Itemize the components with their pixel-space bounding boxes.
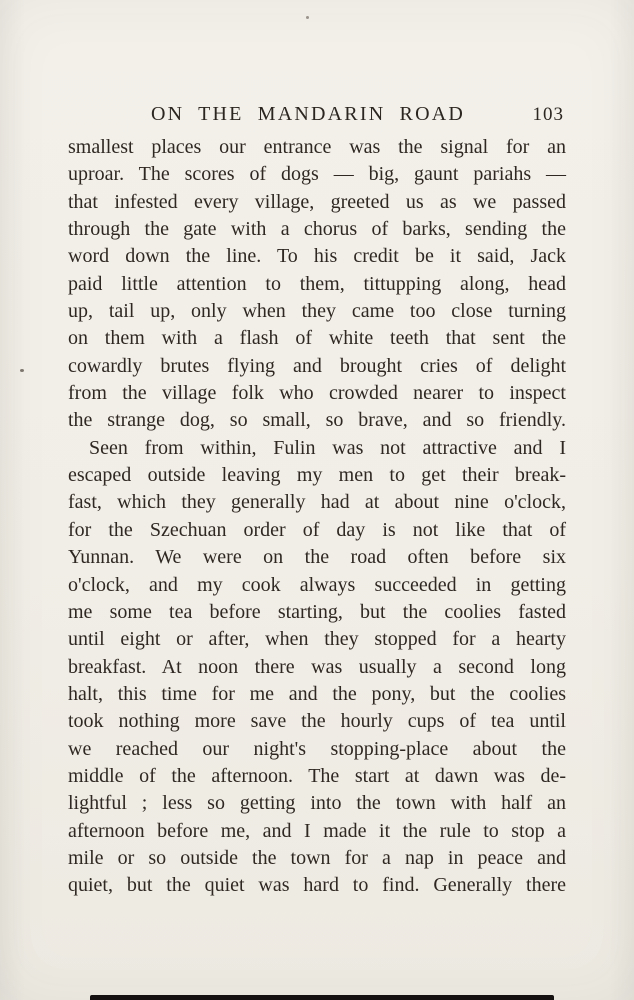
text-line: Seen from within, Fulin was not attractive and I bbox=[89, 436, 566, 459]
text-line: on them with a flash of white teeth that sent the bbox=[68, 327, 566, 350]
text-line: middle of the afternoon. The start at dawn was de- bbox=[68, 764, 566, 787]
scan-edge-artifact bbox=[90, 995, 554, 1000]
text-line: the strange dog, so small, so brave, and so friendly. bbox=[68, 409, 566, 432]
chapter-title: ON THE MANDARIN ROAD bbox=[150, 103, 466, 125]
text-line: cowardly brutes flying and brought cries of delight bbox=[68, 354, 566, 377]
scan-speck-icon bbox=[20, 369, 24, 372]
text-line: afternoon before me, and I made it the rule to stop a bbox=[68, 819, 566, 842]
text-line: word down the line. To his credit be it said, Jack bbox=[68, 245, 566, 268]
page-number: 103 bbox=[532, 104, 564, 125]
text-line: from the village folk who crowded nearer to inspect bbox=[68, 382, 566, 405]
text-line: lightful ; less so getting into the town with half an bbox=[68, 792, 566, 815]
text-line: me some tea before starting, but the coolies fasted bbox=[68, 600, 566, 623]
text-line: up, tail up, only when they came too close turning bbox=[68, 300, 566, 323]
running-header bbox=[68, 101, 566, 131]
text-line: halt, this time for me and the pony, but the coolies bbox=[68, 682, 566, 705]
text-line: took nothing more save the hourly cups of tea until bbox=[68, 710, 566, 733]
text-line: that infested every village, greeted us as we passed bbox=[68, 190, 566, 213]
text-line: fast, which they generally had at about nine o'clock, bbox=[68, 491, 566, 514]
text-line: escaped outside leaving my men to get their break- bbox=[68, 464, 566, 487]
text-line: through the gate with a chorus of barks, sending the bbox=[68, 218, 566, 241]
text-line: smallest places our entrance was the signal for an bbox=[68, 136, 566, 158]
scan-speck-icon bbox=[306, 16, 309, 19]
text-line: for the Szechuan order of day is not like that of bbox=[68, 518, 566, 541]
text-line: uproar. The scores of dogs — big, gaunt pariahs — bbox=[68, 163, 566, 186]
text-line: breakfast. At noon there was usually a second long bbox=[68, 655, 566, 678]
page-text bbox=[68, 134, 566, 900]
text-line: quiet, but the quiet was hard to find. Generally there bbox=[68, 874, 566, 897]
text-line: Yunnan. We were on the road often before six bbox=[68, 546, 566, 569]
text-line: mile or so outside the town for a nap in peace and bbox=[68, 846, 566, 869]
text-line: paid little attention to them, tittupping along, head bbox=[68, 272, 566, 295]
text-line: o'clock, and my cook always succeeded in getting bbox=[68, 573, 566, 596]
text-line: we reached our night's stopping-place about the bbox=[68, 737, 566, 760]
text-line: until eight or after, when they stopped for a hearty bbox=[68, 628, 566, 651]
